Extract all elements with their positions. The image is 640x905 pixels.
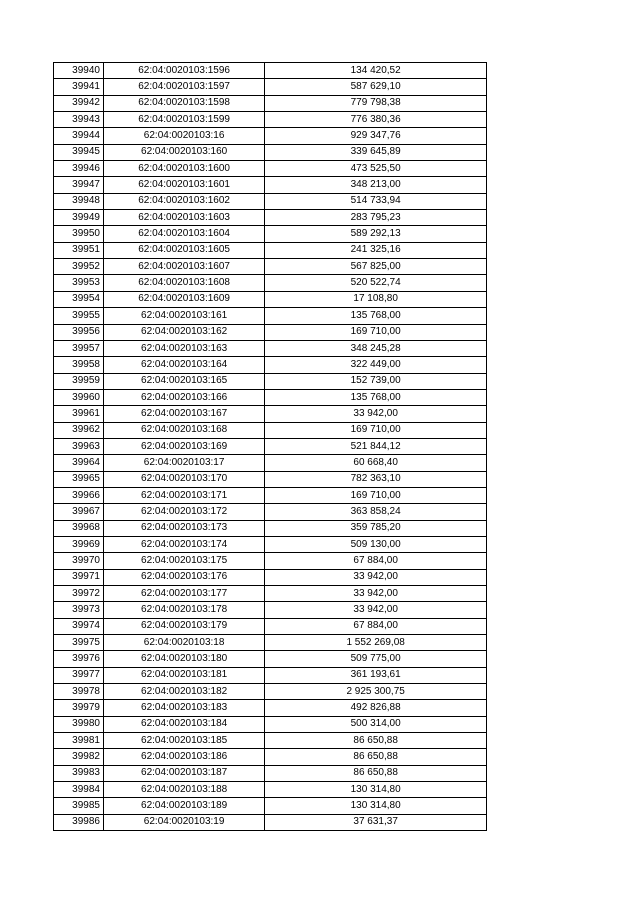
cadastral-value-cell: 169 710,00 <box>265 324 487 340</box>
cadastral-number-cell: 62:04:0020103:183 <box>103 700 264 716</box>
row-number-cell: 39952 <box>54 259 104 275</box>
table-row <box>54 291 487 307</box>
cadastral-number-cell: 62:04:0020103:188 <box>103 782 264 798</box>
row-number-cell: 39984 <box>54 782 104 798</box>
cadastral-value-cell: 33 942,00 <box>265 586 487 602</box>
cadastral-value-cell: 17 108,80 <box>265 291 487 307</box>
cadastral-value-cell: 520 522,74 <box>265 275 487 291</box>
table-row <box>54 814 487 830</box>
row-number-cell: 39964 <box>54 455 104 471</box>
table-row <box>54 798 487 814</box>
cadastral-value-cell: 348 245,28 <box>265 340 487 356</box>
cadastral-value-cell: 60 668,40 <box>265 455 487 471</box>
table-row <box>54 389 487 405</box>
cadastral-number-cell: 62:04:0020103:1596 <box>103 63 264 79</box>
cadastral-number-cell: 62:04:0020103:186 <box>103 749 264 765</box>
row-number-cell: 39960 <box>54 389 104 405</box>
cadastral-value-cell: 152 739,00 <box>265 373 487 389</box>
row-number-cell: 39953 <box>54 275 104 291</box>
cadastral-value-cell: 509 130,00 <box>265 536 487 552</box>
row-number-cell: 39949 <box>54 210 104 226</box>
row-number-cell: 39969 <box>54 536 104 552</box>
table-row <box>54 504 487 520</box>
cadastral-number-cell: 62:04:0020103:176 <box>103 569 264 585</box>
cadastral-value-cell: 33 942,00 <box>265 602 487 618</box>
table-row <box>54 161 487 177</box>
cadastral-number-cell: 62:04:0020103:172 <box>103 504 264 520</box>
row-number-cell: 39940 <box>54 63 104 79</box>
cadastral-number-cell: 62:04:0020103:161 <box>103 308 264 324</box>
cadastral-value-cell: 500 314,00 <box>265 716 487 732</box>
table-row <box>54 749 487 765</box>
cadastral-number-cell: 62:04:0020103:1605 <box>103 242 264 258</box>
row-number-cell: 39975 <box>54 635 104 651</box>
table-row <box>54 144 487 160</box>
cadastral-value-cell: 567 825,00 <box>265 259 487 275</box>
cadastral-number-cell: 62:04:0020103:174 <box>103 536 264 552</box>
row-number-cell: 39943 <box>54 112 104 128</box>
cadastral-value-cell: 135 768,00 <box>265 389 487 405</box>
table-row <box>54 438 487 454</box>
row-number-cell: 39970 <box>54 553 104 569</box>
cadastral-value-cell: 587 629,10 <box>265 79 487 95</box>
table-row <box>54 226 487 242</box>
table-row <box>54 275 487 291</box>
cadastral-value-cell: 589 292,13 <box>265 226 487 242</box>
row-number-cell: 39958 <box>54 357 104 373</box>
cadastral-value-cell: 130 314,80 <box>265 798 487 814</box>
row-number-cell: 39973 <box>54 602 104 618</box>
cadastral-number-cell: 62:04:0020103:1598 <box>103 95 264 111</box>
row-number-cell: 39974 <box>54 618 104 634</box>
row-number-cell: 39972 <box>54 586 104 602</box>
row-number-cell: 39983 <box>54 765 104 781</box>
cadastral-number-cell: 62:04:0020103:1597 <box>103 79 264 95</box>
table-row <box>54 357 487 373</box>
row-number-cell: 39979 <box>54 700 104 716</box>
row-number-cell: 39961 <box>54 406 104 422</box>
row-number-cell: 39947 <box>54 177 104 193</box>
cadastral-value-cell: 473 525,50 <box>265 161 487 177</box>
cadastral-value-cell: 135 768,00 <box>265 308 487 324</box>
row-number-cell: 39962 <box>54 422 104 438</box>
table-row <box>54 733 487 749</box>
table-row <box>54 455 487 471</box>
row-number-cell: 39985 <box>54 798 104 814</box>
row-number-cell: 39946 <box>54 161 104 177</box>
row-number-cell: 39945 <box>54 144 104 160</box>
cadastral-value-cell: 492 826,88 <box>265 700 487 716</box>
table-row <box>54 210 487 226</box>
table-row <box>54 308 487 324</box>
cadastral-value-cell: 363 858,24 <box>265 504 487 520</box>
cadastral-number-cell: 62:04:0020103:18 <box>103 635 264 651</box>
cadastral-number-cell: 62:04:0020103:162 <box>103 324 264 340</box>
cadastral-number-cell: 62:04:0020103:171 <box>103 487 264 503</box>
table-row <box>54 422 487 438</box>
cadastral-number-cell: 62:04:0020103:175 <box>103 553 264 569</box>
table-row <box>54 684 487 700</box>
row-number-cell: 39948 <box>54 193 104 209</box>
row-number-cell: 39977 <box>54 667 104 683</box>
row-number-cell: 39976 <box>54 651 104 667</box>
cadastral-number-cell: 62:04:0020103:185 <box>103 733 264 749</box>
cadastral-value-cell: 169 710,00 <box>265 487 487 503</box>
cadastral-number-cell: 62:04:0020103:169 <box>103 438 264 454</box>
cadastral-value-cell: 33 942,00 <box>265 406 487 422</box>
cadastral-value-cell: 776 380,36 <box>265 112 487 128</box>
cadastral-value-cell: 130 314,80 <box>265 782 487 798</box>
table-row <box>54 716 487 732</box>
cadastral-number-cell: 62:04:0020103:180 <box>103 651 264 667</box>
table-row <box>54 553 487 569</box>
table-row <box>54 112 487 128</box>
cadastral-number-cell: 62:04:0020103:187 <box>103 765 264 781</box>
cadastral-value-cell: 67 884,00 <box>265 553 487 569</box>
row-number-cell: 39982 <box>54 749 104 765</box>
cadastral-number-cell: 62:04:0020103:1599 <box>103 112 264 128</box>
table-row <box>54 782 487 798</box>
row-number-cell: 39966 <box>54 487 104 503</box>
row-number-cell: 39968 <box>54 520 104 536</box>
cadastral-value-cell: 929 347,76 <box>265 128 487 144</box>
cadastral-number-cell: 62:04:0020103:178 <box>103 602 264 618</box>
cadastral-value-cell: 521 844,12 <box>265 438 487 454</box>
cadastral-number-cell: 62:04:0020103:177 <box>103 586 264 602</box>
cadastral-number-cell: 62:04:0020103:16 <box>103 128 264 144</box>
cadastral-number-cell: 62:04:0020103:181 <box>103 667 264 683</box>
row-number-cell: 39981 <box>54 733 104 749</box>
cadastral-number-cell: 62:04:0020103:17 <box>103 455 264 471</box>
cadastral-number-cell: 62:04:0020103:164 <box>103 357 264 373</box>
table-row <box>54 618 487 634</box>
row-number-cell: 39980 <box>54 716 104 732</box>
table-row <box>54 765 487 781</box>
cadastral-value-cell: 86 650,88 <box>265 765 487 781</box>
table-row <box>54 651 487 667</box>
row-number-cell: 39957 <box>54 340 104 356</box>
row-number-cell: 39942 <box>54 95 104 111</box>
row-number-cell: 39956 <box>54 324 104 340</box>
cadastral-value-cell: 361 193,61 <box>265 667 487 683</box>
cadastral-value-cell: 514 733,94 <box>265 193 487 209</box>
table-row <box>54 635 487 651</box>
cadastral-number-cell: 62:04:0020103:1608 <box>103 275 264 291</box>
row-number-cell: 39941 <box>54 79 104 95</box>
cadastral-value-cell: 67 884,00 <box>265 618 487 634</box>
cadastral-number-cell: 62:04:0020103:1604 <box>103 226 264 242</box>
cadastral-value-cell: 509 775,00 <box>265 651 487 667</box>
cadastral-number-cell: 62:04:0020103:1603 <box>103 210 264 226</box>
cadastral-value-cell: 2 925 300,75 <box>265 684 487 700</box>
row-number-cell: 39963 <box>54 438 104 454</box>
row-number-cell: 39955 <box>54 308 104 324</box>
table-row <box>54 602 487 618</box>
cadastral-value-cell: 782 363,10 <box>265 471 487 487</box>
cadastral-value-cell: 86 650,88 <box>265 749 487 765</box>
cadastral-number-cell: 62:04:0020103:1600 <box>103 161 264 177</box>
cadastral-number-cell: 62:04:0020103:167 <box>103 406 264 422</box>
cadastral-value-cell: 241 325,16 <box>265 242 487 258</box>
row-number-cell: 39978 <box>54 684 104 700</box>
row-number-cell: 39954 <box>54 291 104 307</box>
cadastral-value-cell: 283 795,23 <box>265 210 487 226</box>
cadastral-number-cell: 62:04:0020103:173 <box>103 520 264 536</box>
row-number-cell: 39959 <box>54 373 104 389</box>
table-row <box>54 193 487 209</box>
table-row <box>54 324 487 340</box>
cadastral-value-cell: 1 552 269,08 <box>265 635 487 651</box>
row-number-cell: 39967 <box>54 504 104 520</box>
cadastral-number-cell: 62:04:0020103:184 <box>103 716 264 732</box>
table-row <box>54 340 487 356</box>
table-row <box>54 569 487 585</box>
table-row <box>54 259 487 275</box>
row-number-cell: 39986 <box>54 814 104 830</box>
cadastral-number-cell: 62:04:0020103:165 <box>103 373 264 389</box>
table-row <box>54 700 487 716</box>
cadastral-value-cell: 779 798,38 <box>265 95 487 111</box>
table-row <box>54 536 487 552</box>
table-row <box>54 95 487 111</box>
row-number-cell: 39944 <box>54 128 104 144</box>
table-row <box>54 79 487 95</box>
cadastral-number-cell: 62:04:0020103:1609 <box>103 291 264 307</box>
cadastral-value-cell: 134 420,52 <box>265 63 487 79</box>
cadastral-number-cell: 62:04:0020103:163 <box>103 340 264 356</box>
table-row <box>54 242 487 258</box>
table-row <box>54 406 487 422</box>
table-row <box>54 63 487 79</box>
table-row <box>54 128 487 144</box>
table-row <box>54 373 487 389</box>
row-number-cell: 39971 <box>54 569 104 585</box>
cadastral-value-cell: 359 785,20 <box>265 520 487 536</box>
table-row <box>54 487 487 503</box>
cadastral-number-cell: 62:04:0020103:189 <box>103 798 264 814</box>
row-number-cell: 39965 <box>54 471 104 487</box>
cadastral-value-cell: 339 645,89 <box>265 144 487 160</box>
table-body <box>54 63 487 831</box>
cadastral-value-cell: 169 710,00 <box>265 422 487 438</box>
table-row <box>54 586 487 602</box>
cadastral-value-cell: 37 631,37 <box>265 814 487 830</box>
cadastral-number-cell: 62:04:0020103:179 <box>103 618 264 634</box>
cadastral-value-cell: 86 650,88 <box>265 733 487 749</box>
cadastral-number-cell: 62:04:0020103:19 <box>103 814 264 830</box>
cadastral-number-cell: 62:04:0020103:1601 <box>103 177 264 193</box>
table-row <box>54 471 487 487</box>
cadastral-number-cell: 62:04:0020103:168 <box>103 422 264 438</box>
table-row <box>54 177 487 193</box>
table-row <box>54 667 487 683</box>
cadastral-value-cell: 322 449,00 <box>265 357 487 373</box>
table-row <box>54 520 487 536</box>
cadastral-number-cell: 62:04:0020103:170 <box>103 471 264 487</box>
cadastral-value-table <box>53 62 487 831</box>
row-number-cell: 39951 <box>54 242 104 258</box>
cadastral-number-cell: 62:04:0020103:166 <box>103 389 264 405</box>
cadastral-number-cell: 62:04:0020103:160 <box>103 144 264 160</box>
cadastral-number-cell: 62:04:0020103:182 <box>103 684 264 700</box>
cadastral-value-cell: 348 213,00 <box>265 177 487 193</box>
cadastral-value-cell: 33 942,00 <box>265 569 487 585</box>
cadastral-number-cell: 62:04:0020103:1602 <box>103 193 264 209</box>
cadastral-number-cell: 62:04:0020103:1607 <box>103 259 264 275</box>
row-number-cell: 39950 <box>54 226 104 242</box>
